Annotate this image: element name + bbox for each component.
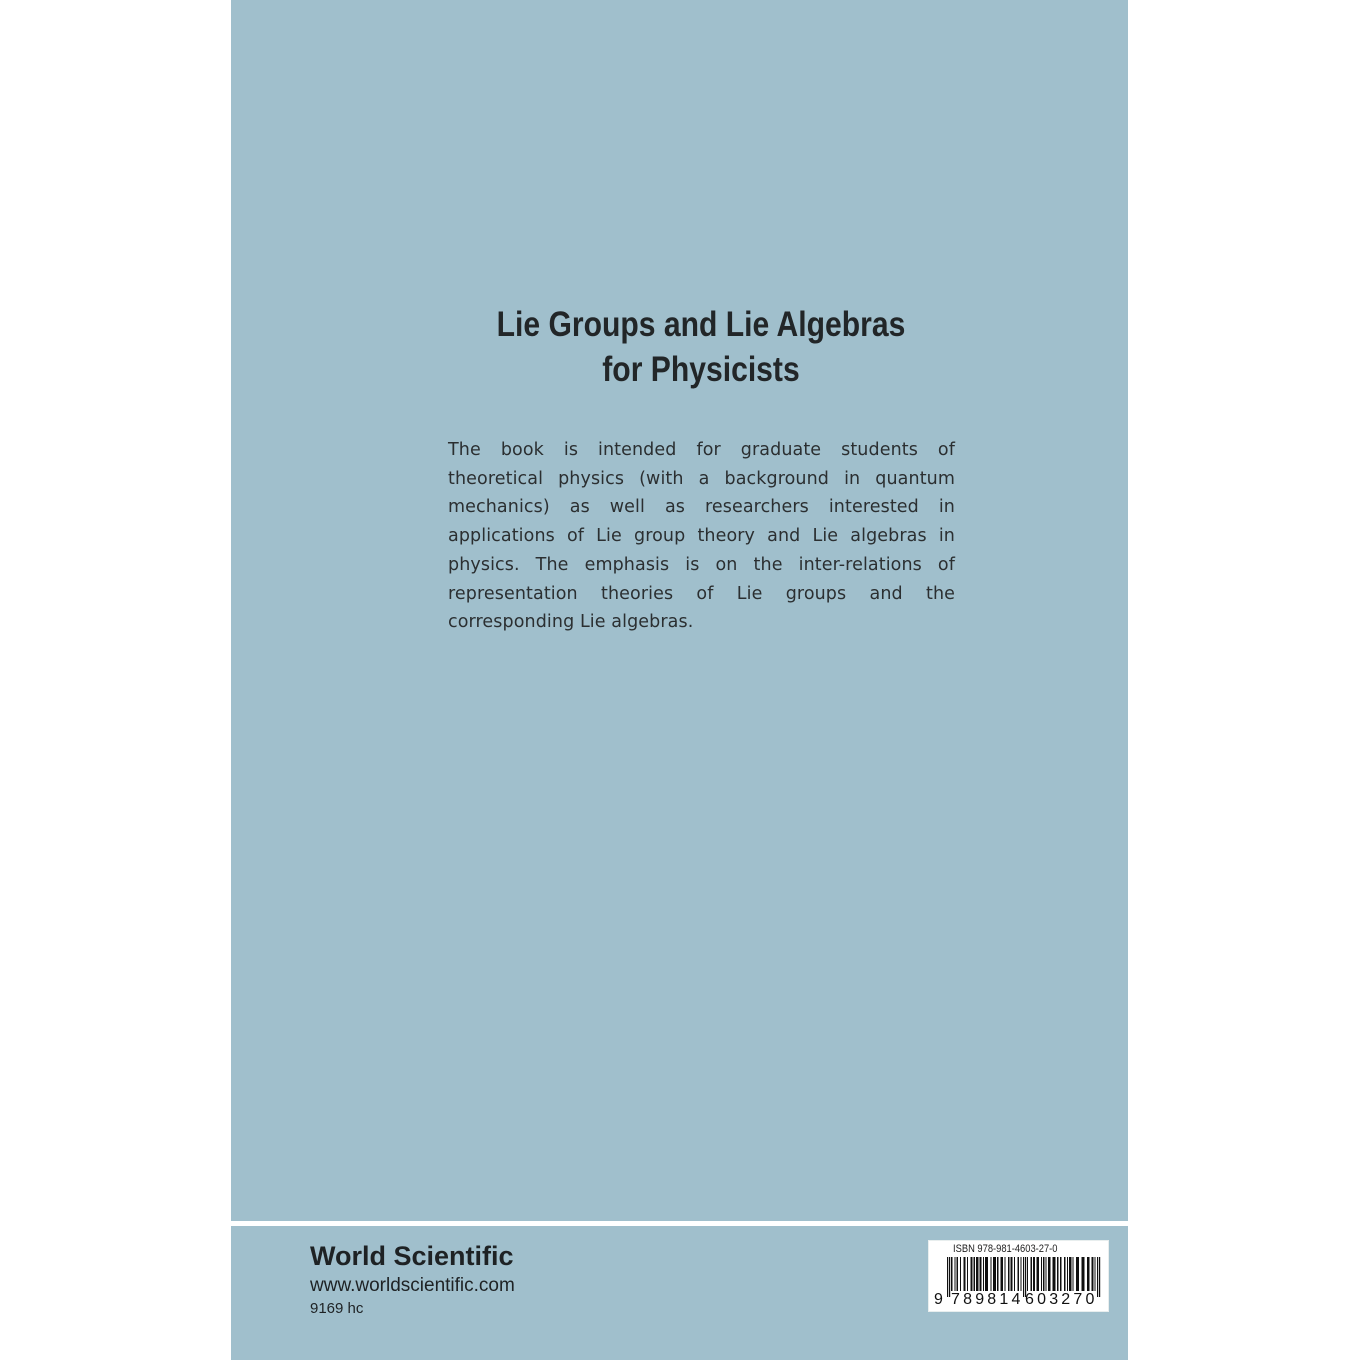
barcode-bar bbox=[951, 1257, 953, 1291]
barcode-bar bbox=[1031, 1257, 1033, 1291]
barcode-bar bbox=[960, 1257, 961, 1291]
barcode-bar bbox=[1076, 1257, 1079, 1291]
publisher-code: 9169 hc bbox=[310, 1300, 364, 1317]
barcode-bar bbox=[1095, 1257, 1096, 1291]
barcode-bar bbox=[1021, 1257, 1022, 1291]
barcode-bar bbox=[1041, 1257, 1042, 1291]
barcode-bar bbox=[1048, 1257, 1051, 1291]
book-description: The book is intended for graduate students of theoretical physics (with a background in quantum mechanics) as well as researchers interested in applications of Lie group theory and Lie algebras in physics. The emphasis is on the inter-relations of representation theories of Lie groups and the corresponding Lie algebras. bbox=[448, 440, 955, 633]
book-title-line-2: for Physicists bbox=[602, 350, 800, 389]
barcode-bar bbox=[957, 1257, 959, 1291]
barcode-bar bbox=[1037, 1257, 1040, 1291]
barcode-guard-bar bbox=[1099, 1257, 1100, 1297]
footer-divider bbox=[231, 1221, 1128, 1226]
isbn-label: ISBN 978-981-4603-27-0 bbox=[953, 1243, 1058, 1255]
barcode-bar bbox=[1060, 1257, 1062, 1291]
isbn-barcode bbox=[928, 1240, 1109, 1312]
barcode-bar bbox=[1064, 1257, 1066, 1291]
barcode-bar bbox=[1043, 1257, 1045, 1291]
barcode-digits-right: 603270 bbox=[1025, 1291, 1098, 1308]
barcode-bar bbox=[1053, 1257, 1056, 1291]
barcode-bar bbox=[991, 1257, 992, 1291]
barcode-bar bbox=[1014, 1257, 1015, 1291]
barcode-bar bbox=[1067, 1257, 1068, 1291]
barcode-bar bbox=[1082, 1257, 1085, 1291]
barcode-bar bbox=[955, 1257, 956, 1291]
barcode-bar bbox=[967, 1257, 968, 1291]
barcode-bar bbox=[971, 1257, 973, 1291]
barcode-bar bbox=[1018, 1257, 1020, 1291]
barcode-bar bbox=[1011, 1257, 1013, 1291]
barcode-bar bbox=[980, 1257, 982, 1291]
barcode-bar bbox=[997, 1257, 999, 1291]
barcode-bar bbox=[1008, 1257, 1010, 1291]
barcode-bar bbox=[1057, 1257, 1059, 1291]
book-title bbox=[297, 302, 1105, 392]
barcode-bar bbox=[1069, 1257, 1072, 1291]
barcode-bar bbox=[964, 1257, 966, 1291]
barcode-guard-bar bbox=[947, 1257, 948, 1297]
barcode-bar bbox=[1005, 1257, 1006, 1291]
barcode-bar bbox=[1092, 1257, 1094, 1291]
publisher-block bbox=[310, 1239, 515, 1320]
barcode-bar bbox=[974, 1257, 976, 1291]
barcode-bar bbox=[1033, 1257, 1035, 1291]
barcode-bar bbox=[1027, 1257, 1028, 1291]
barcode-bar bbox=[983, 1257, 984, 1291]
barcode-digit-first: 9 bbox=[934, 1291, 943, 1308]
barcode-digits-left: 789814 bbox=[951, 1291, 1024, 1308]
book-back-cover bbox=[231, 0, 1128, 1360]
barcode-bar bbox=[1001, 1257, 1004, 1291]
barcode-bar bbox=[985, 1257, 988, 1291]
barcode-bar bbox=[1073, 1257, 1074, 1291]
book-title-line-1: Lie Groups and Lie Algebras bbox=[496, 305, 906, 344]
barcode-bar bbox=[993, 1257, 996, 1291]
publisher-name: World Scientific bbox=[310, 1241, 514, 1271]
barcode-bar bbox=[976, 1257, 979, 1291]
publisher-url: www.worldscientific.com bbox=[310, 1275, 515, 1296]
barcode-bar bbox=[1046, 1257, 1047, 1291]
barcode-bar bbox=[1087, 1257, 1090, 1291]
